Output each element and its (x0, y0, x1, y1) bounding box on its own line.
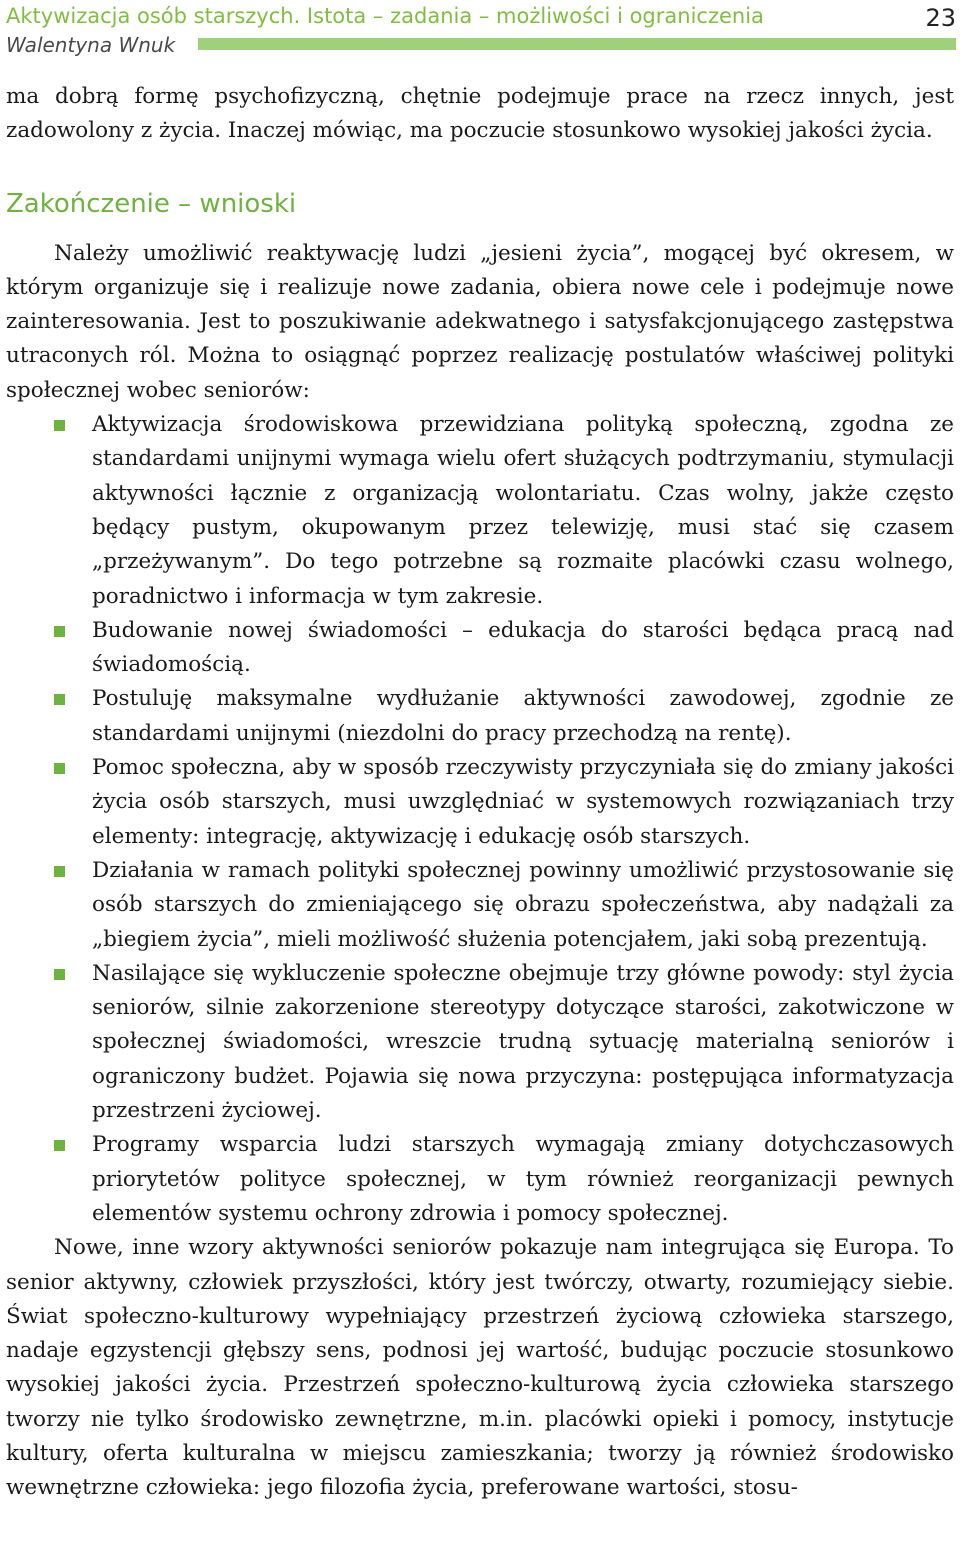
list-item-text: Aktywizacja środowiskowa przewidziana polityką społeczną, zgodna ze standardami unijnymi wymaga wielu ofert służących podtrzymaniu, stymulacji aktywności łącznie z organizacją wolontariatu. Czas wolny, jakże często będący pustym, okupowanym przez telewizję, musi stać się czasem „przeżywanym”. Do tego potrzebne są rozmaite placówki czasu wolnego, poradnictwo i informacja w tym zakresie. (92, 412, 954, 609)
square-bullet-icon (54, 626, 65, 637)
square-bullet-icon (54, 866, 65, 877)
list-item (6, 614, 954, 683)
list-item (6, 1128, 954, 1231)
list-item-text: Działania w ramach polityki społecznej powinny umożliwić przystosowanie się osób starszych do zmieniającego się obrazu społeczeństwa, aby nadążali za „biegiem życia”, mieli możliwość służenia potencjałem, jaki sobą prezentują. (92, 857, 954, 952)
header-decorative-bar (198, 38, 956, 50)
list-item-text: Nasilające się wykluczenie społeczne obejmuje trzy główne powody: styl życia seniorów, silnie zakorzenione stereotypy dotyczące starości, zakotwiczone w społecznej świadomości, wreszcie trudną sytuację materialną seniorów i ograniczony budżet. Pojawia się nowa przyczyna: postępująca informatyzacja przestrzeni życiowej. (92, 960, 954, 1124)
section-heading: Zakończenie – wnioski (6, 188, 297, 219)
list-item (6, 408, 954, 614)
square-bullet-icon (54, 694, 65, 705)
paragraph-1: Należy umożliwić reaktywację ludzi „jesieni życia”, mogącej być okresem, w którym organizuje się i realizuje nowe zadania, obiera nowe cele i podejmuje nowe zainteresowania. Jest to poszukiwanie adekwatnego i satysfakcjonującego zastępstwa utraconych ról. Można to osiągnąć poprzez realizację postulatów właściwej polityki społecznej wobec seniorów: (6, 240, 954, 403)
closing-paragraph: Nowe, inne wzory aktywności seniorów pokazuje nam integrująca się Europa. To senior aktywny, człowiek przyszłości, który jest twórczy, otwarty, rozumiejący siebie. Świat społeczno-kulturowy wypełniający przestrzeń życiową człowieka starszego, nadaje egzystencji głębszy sens, podnosi jej wartość, budując poczucie stosunkowo wysokiej jakości życia. Przestrzeń społeczno-kulturową życia człowieka starszego tworzy nie tylko środowisko zewnętrzne, m.in. placówki opieki i pomocy, instytucje kultury, oferta kulturalna w miejscu zamieszkania; tworzy ją również środowisko wewnętrzne człowieka: jego filozofia życia, preferowane wartości, stosu- (6, 1235, 954, 1501)
square-bullet-icon (54, 969, 65, 980)
list-item-text: Pomoc społeczna, aby w sposób rzeczywisty przyczyniała się do zmiany jakości życia osób starszych, musi uwzględniać w systemowych rozwiązaniach trzy elementy: integrację, aktywizację i edukację osób starszych. (92, 755, 954, 849)
list-item (6, 957, 954, 1128)
list-item-text: Budowanie nowej świadomości – edukacja do starości będąca pracą nad świadomością. (92, 617, 954, 678)
list-item-text: Postuluję maksymalne wydłużanie aktywności zawodowej, zgodnie ze standardami unijnymi (niezdolni do pracy przechodzą na rentę). (92, 686, 954, 746)
list-item (6, 682, 954, 751)
body-text (6, 80, 954, 1506)
list-item (6, 751, 954, 854)
square-bullet-icon (54, 420, 65, 431)
postulates-list (6, 408, 954, 1231)
header-author: Walentyna Wnuk (6, 33, 176, 57)
square-bullet-icon (54, 763, 65, 774)
list-item-text: Programy wsparcia ludzi starszych wymagają zmiany dotychczasowych priorytetów polityce społecznej, w tym również reorganizacji pewnych elementów systemu ochrony zdrowia i pomocy społecznej. (92, 1132, 954, 1226)
running-header (6, 4, 956, 64)
page-number: 23 (925, 4, 956, 32)
list-item (6, 854, 954, 957)
intro-paragraph: ma dobrą formę psychofizyczną, chętnie podejmuje prace na rzecz innych, jest zadowolony z życia. Inaczej mówiąc, ma poczucie stosunkowo wysokiej jakości życia. (6, 84, 954, 144)
square-bullet-icon (54, 1140, 65, 1151)
header-title: Aktywizacja osób starszych. Istota – zadania – możliwości i ograniczenia (6, 4, 764, 28)
